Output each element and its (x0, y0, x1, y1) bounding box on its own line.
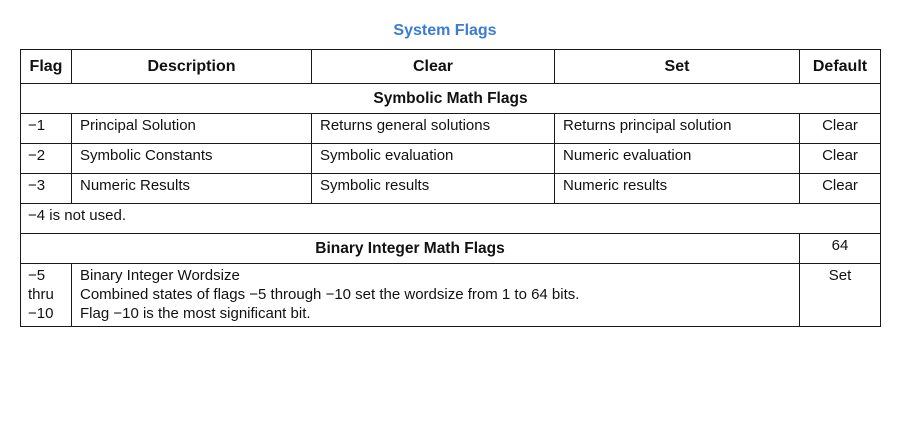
flag-set-meaning: Numeric evaluation (555, 144, 800, 174)
section-heading-binary: Binary Integer Math Flags (21, 234, 800, 264)
header-clear: Clear (312, 50, 555, 84)
section-row-binary (21, 234, 881, 264)
section-heading-symbolic: Symbolic Math Flags (21, 84, 881, 114)
wordsize-detail: Combined states of flags −5 through −10 set the wordsize from 1 to 64 bits. (80, 286, 580, 303)
header-set: Set (555, 50, 800, 84)
header-description: Description (72, 50, 312, 84)
header-row (21, 50, 881, 84)
flag-description: Symbolic Constants (72, 144, 312, 174)
flag-number: −2 (21, 144, 72, 174)
flag-default: Clear (800, 174, 881, 204)
flag-description: Principal Solution (72, 114, 312, 144)
table-row (21, 174, 881, 204)
flag-default: Set (800, 264, 881, 327)
flag-set-meaning: Returns principal solution (555, 114, 800, 144)
flag-range-thru: thru (28, 286, 54, 303)
table-row (21, 114, 881, 144)
flag-clear-meaning: Symbolic evaluation (312, 144, 555, 174)
unused-flag-note: −4 is not used. (21, 204, 881, 234)
system-flags-table (20, 49, 881, 327)
table-row-wordsize (21, 264, 881, 327)
flag-range (21, 264, 72, 327)
flag-description: Numeric Results (72, 174, 312, 204)
flag-default: Clear (800, 144, 881, 174)
header-flag: Flag (21, 50, 72, 84)
header-default: Default (800, 50, 881, 84)
flag-default: Clear (800, 114, 881, 144)
wordsize-title: Binary Integer Wordsize (80, 267, 240, 284)
page-title: System Flags (393, 22, 497, 39)
flag-number: −1 (21, 114, 72, 144)
wordsize-msb-note: Flag −10 is the most significant bit. (80, 305, 311, 322)
flag-set-meaning: Numeric results (555, 174, 800, 204)
flag-clear-meaning: Symbolic results (312, 174, 555, 204)
flag-clear-meaning: Returns general solutions (312, 114, 555, 144)
wordsize-description (72, 264, 800, 327)
note-row (21, 204, 881, 234)
table-row (21, 144, 881, 174)
flag-range-end: −10 (28, 305, 54, 322)
flag-number: −3 (21, 174, 72, 204)
binary-section-default: 64 (800, 234, 881, 264)
section-row-symbolic (21, 84, 881, 114)
flag-range-start: −5 (28, 267, 46, 284)
